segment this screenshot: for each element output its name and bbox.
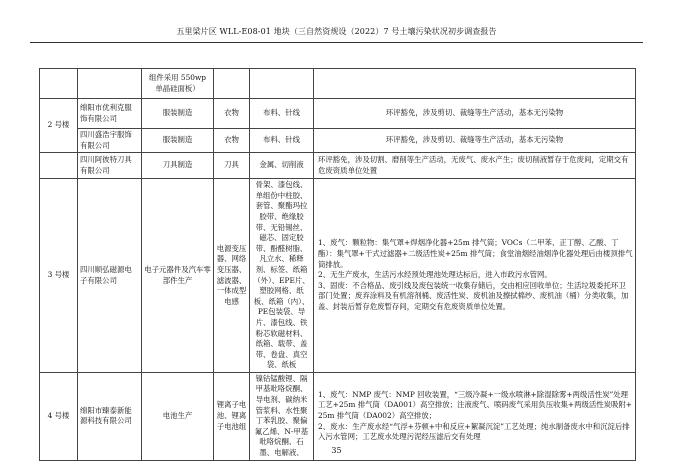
environment-cell: 环评豁免，涉及剪切、裁缝等生产活动，基本无污染物 — [314, 129, 636, 153]
building-cell: 4 号楼 — [40, 372, 78, 460]
industry-cell: 刀具制造 — [142, 153, 214, 179]
pollution-survey-table — [39, 68, 636, 461]
environment-line: 2、废水：生产废水经“气浮+芬顿+中和反应+絮凝沉淀”工艺处理；纯水制备废水中和沉淀后排入污水管网；工艺废水处理污泥经压滤后交有处理 — [318, 421, 630, 442]
building-cell: 2 号楼 — [40, 99, 78, 153]
environment-cell: 环评豁免，涉及切割、磨削等生产活动，无废气、废水产生；废切削液暂存于危废间，定期交有危废资质单位处置 — [314, 153, 636, 179]
environment-cell — [314, 179, 636, 373]
environment-line: 1、废气：颗粒物：集气罩+焊烟净化器+25m 排气筒；VOCs（二甲苯、正丁醇、乙酸、丁酯）：集气罩+干式过滤器+二级活性炭+25m 排气筒；食堂油烟经油烟净化器处理后由楼顶排气筒排放。 — [318, 238, 633, 269]
product-cell: 刀具 — [214, 153, 250, 179]
product-cell: 衣物 — [214, 99, 250, 129]
table-row — [40, 99, 636, 129]
environment-line: 3、固废：不合格品、废引线及废包装统一收集存储后，交由相应回收单位；生活垃圾委托环卫部门处置；废弃涂料及有机溶剂桶、废活性炭、废机油及擦拭棉纱、废机油（桶）分类收集，加盖、封装后暂存危废暂存间，定期交有危废资质单位处置。 — [318, 280, 629, 312]
company-cell: 四川盛浩宇服饰有限公司 — [78, 129, 142, 153]
product-cell: 锂离子电池、锂离子电池组 — [214, 372, 250, 460]
environment-cell: 环评豁免，涉及剪切、裁缝等生产活动，基本无污染物 — [314, 99, 636, 129]
company-cell: 绵阳市臻泰新能源科技有限公司 — [78, 372, 142, 460]
page-number: 35 — [331, 446, 342, 455]
table-cell — [78, 69, 142, 99]
materials-cell: 布料、针线 — [250, 129, 314, 153]
table-row — [40, 129, 636, 153]
table-cell — [142, 69, 214, 99]
building-cell: 3 号楼 — [40, 179, 78, 373]
table-row — [40, 69, 636, 99]
table-row — [40, 153, 636, 179]
environment-line: 2、无生产废水，生活污水经预处理池处理达标后，进入市政污水管网。 — [318, 270, 552, 280]
industry-cell: 服装制造 — [142, 99, 214, 129]
table-cell — [40, 69, 78, 99]
product-cell: 衣物 — [214, 129, 250, 153]
product-cell: 电源变压器、网络变压器、滤波器、一体成型电感 — [214, 179, 250, 373]
company-cell: 四川顺弘磁源电子有限公司 — [78, 179, 142, 373]
materials-cell: 布料、针线 — [250, 99, 314, 129]
table-cell — [214, 69, 250, 99]
environment-line: 1、废气：NMP 废气：NMP 回收装置，“三级冷凝+一级水喷淋+除湿除雾+两级活性炭”处理工艺+25m 排气筒（DA001）高空排放；注液废气、喷码废气采用负压收集+两级活性炭吸附+25m 排气筒（DA002）高空排放； — [318, 389, 632, 420]
materials-cell: 镍钴锰酸锂、隔甲基吡咯烷酮、导电剂、碳纳米管浆料、水性聚丁苯乳胶、聚偏氟乙烯、N-甲基吡咯烷酮、石墨、电解液、 — [250, 372, 314, 460]
materials-cell: 金属、切削液 — [250, 153, 314, 179]
table-row — [40, 179, 636, 373]
materials-cell: 骨架、漆包线、单组份中柱胶、套管、聚酯玛拉胶带、绝缘胶带、无铅锡丝、磁芯、固定胶带、酚醛树脂、凡立水、稀释剂、标签、纸箱（外）、EPE片、塑胶网格、纸板、纸箱（内）、PE包装袋、导片、漆包线、铁粉芯软磁材料、纸箱、载带、盖带、卷盘、真空袋、纸板 — [250, 179, 314, 373]
industry-cell: 电池生产 — [142, 372, 214, 460]
company-cell: 绵阳市优利克服饰有限公司 — [78, 99, 142, 129]
page-header: 五里梁片区 WLL-E08-01 地块（三自然资规设（2022）7 号土壤污染状况初步调查报告 — [176, 27, 497, 36]
company-cell: 四川阿彼特刀具有限公司 — [78, 153, 142, 179]
industry-cell: 电子元器件及汽车零部件生产 — [142, 179, 214, 373]
product-note-line-1: 组件采用 550wp — [148, 72, 207, 82]
product-note-line-2: 单晶硅面板） — [155, 83, 200, 93]
table-cell — [314, 69, 636, 99]
header-rule — [30, 42, 643, 43]
table-cell — [250, 69, 314, 99]
table-cell — [40, 153, 78, 179]
industry-cell: 服装制造 — [142, 129, 214, 153]
